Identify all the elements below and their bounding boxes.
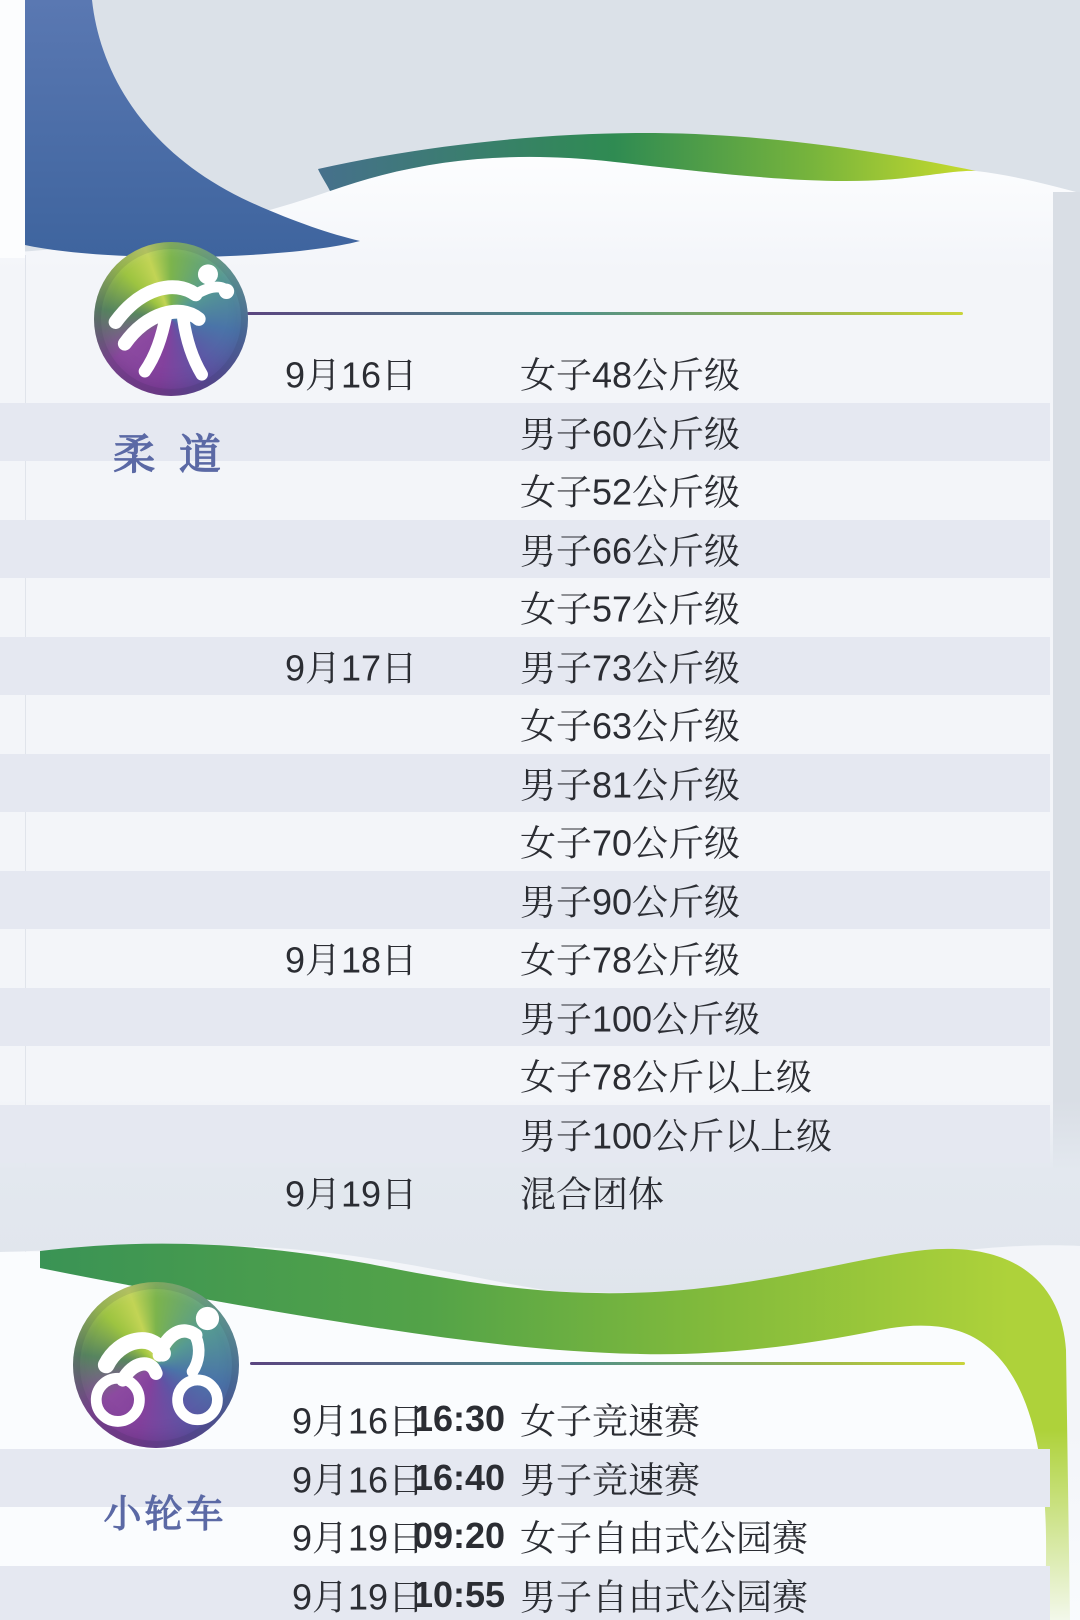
schedule-row <box>0 754 1050 813</box>
date-label: 9月16日 <box>285 354 418 396</box>
event-label: 男子100公斤以上级 <box>520 1115 833 1157</box>
schedule-row <box>0 1105 1050 1164</box>
schedule-row <box>0 1046 1050 1105</box>
bmx-icon <box>73 1282 239 1448</box>
event-label: 男子60公斤级 <box>520 413 741 455</box>
date-label: 9月16日 <box>292 1400 425 1442</box>
date-label: 9月16日 <box>292 1459 425 1501</box>
event-label: 男子66公斤级 <box>520 530 741 572</box>
event-label: 男子81公斤级 <box>520 764 741 806</box>
date-label: 9月18日 <box>285 939 418 981</box>
schedule-row <box>0 812 1050 871</box>
event-label: 女子57公斤级 <box>520 588 741 630</box>
time-label: 16:40 <box>413 1456 506 1498</box>
event-label: 女子70公斤级 <box>520 822 741 864</box>
schedule-row <box>0 929 1050 988</box>
judo-section-line <box>247 312 963 315</box>
event-label: 混合团体 <box>520 1173 665 1215</box>
schedule-row <box>0 578 1050 637</box>
date-label: 9月17日 <box>285 647 418 689</box>
date-label: 9月19日 <box>292 1576 425 1618</box>
schedule-row <box>0 871 1050 930</box>
event-label: 男子90公斤级 <box>520 881 741 923</box>
bmx-section-line <box>250 1362 965 1365</box>
schedule-row <box>0 988 1050 1047</box>
schedule-row <box>0 637 1050 696</box>
section-label-judo: 柔 道 <box>113 431 227 478</box>
event-label: 女子竞速赛 <box>520 1400 701 1442</box>
time-label: 10:55 <box>413 1573 506 1615</box>
schedule-row <box>0 1566 1050 1620</box>
event-label: 女子自由式公园赛 <box>520 1517 809 1559</box>
event-label: 男子自由式公园赛 <box>520 1576 809 1618</box>
time-label: 16:30 <box>413 1398 506 1440</box>
event-label: 男子100公斤级 <box>520 998 761 1040</box>
schedule-row <box>0 1163 1050 1222</box>
event-label: 女子78公斤级 <box>520 939 741 981</box>
judo-icon <box>94 242 248 396</box>
event-label: 男子竞速赛 <box>520 1459 701 1501</box>
event-label: 男子73公斤级 <box>520 647 741 689</box>
schedule-row <box>0 695 1050 754</box>
judo-pictogram-icon <box>94 242 248 396</box>
date-label: 9月19日 <box>292 1517 425 1559</box>
section-label-bmx: 小轮车 <box>103 1494 227 1536</box>
schedule-row <box>0 520 1050 579</box>
time-label: 09:20 <box>413 1515 506 1557</box>
event-label: 女子78公斤以上级 <box>520 1056 813 1098</box>
bmx-pictogram-icon <box>73 1282 239 1448</box>
event-label: 女子48公斤级 <box>520 354 741 396</box>
right-margin-strip <box>1053 192 1080 1244</box>
event-label: 女子52公斤级 <box>520 471 741 513</box>
date-label: 9月19日 <box>285 1173 418 1215</box>
top-wave-decoration <box>0 0 1080 270</box>
event-label: 女子63公斤级 <box>520 705 741 747</box>
